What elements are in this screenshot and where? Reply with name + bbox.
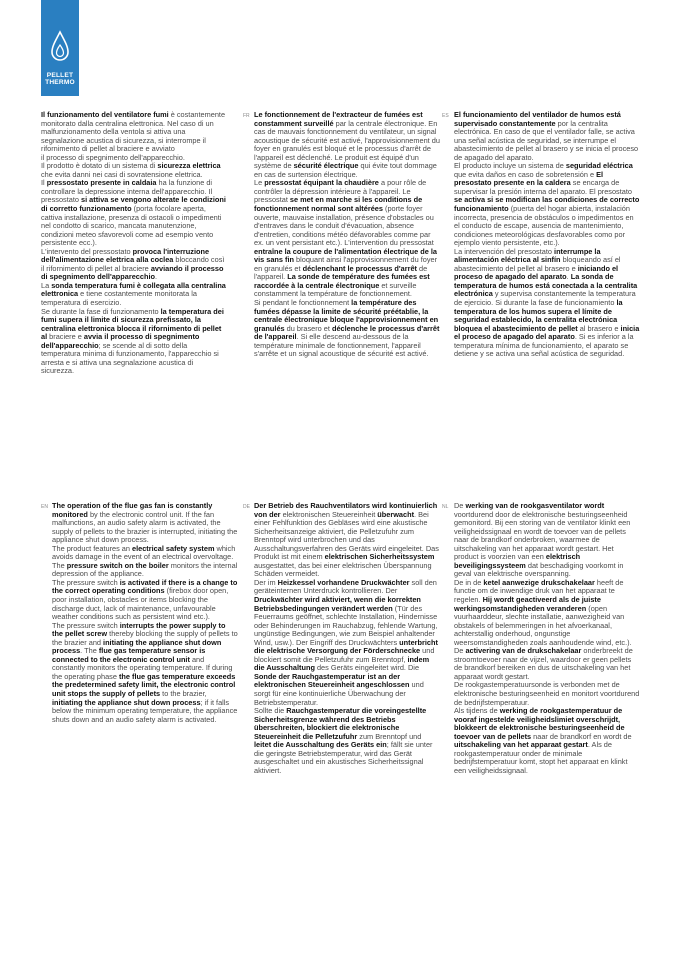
bold-text-run: elektrischen Sicherheitssystem bbox=[324, 552, 435, 562]
bold-text-run: pressostat équipant la chaudière bbox=[264, 178, 379, 188]
text-run: que evita daños en caso de sobretensión e bbox=[454, 169, 597, 179]
bold-text-run: déclenche le processus d'arrêt de l'appareil bbox=[254, 323, 440, 342]
text-run: und blockiert somit die Pelletzufuhr zum Brenntopf, bbox=[254, 646, 435, 664]
section-fr-text bbox=[254, 111, 440, 359]
section-de bbox=[254, 502, 440, 776]
text-run: (porte foyer ouverte, mauvaise installation, présence d'obstacles ou d'entraves dans le conduit d'évacuation, absence d'entretien, conditions météo défavorables comme par ex. un vent persistant etc.). L'intervention du pressostat bbox=[254, 204, 434, 248]
bold-text-run: sécurité électrique bbox=[293, 161, 359, 171]
text-run: y supervisa constantemente la temperatura de ejercicio. Si durante la fase de funcionamiento bbox=[454, 289, 636, 308]
text-run: voortdurend door de elektronische besturingseenheid gemonitord. Bij een storing van de ventilator klinkt een veiligheidssignaal en wordt de toevoer van de pellets naar de brandkorf onderbroken, waarmee de uitschakeling van het apparaat wordt gestart. Het product is voorzien van een bbox=[454, 509, 631, 562]
bold-text-run: se activa si se modifican las condiciones de correcto funcionamiento bbox=[454, 195, 640, 214]
bold-text-run: is activated if there is a change to the correct operating conditions bbox=[52, 577, 238, 596]
text-run: (puerta del hogar abierta, instalación incorrecta, presencia de obstáculos o impedimentos en el conducto de escape, ausencia de mantenimiento, condiciones meteorológicas desfavorables como por ejemplo viento persistente, etc.). bbox=[454, 204, 634, 248]
bold-text-run: interrumpe la alimentación eléctrica al sinfín bbox=[454, 246, 601, 265]
text-run: Se durante la fase di funzionamento bbox=[41, 306, 161, 316]
bold-text-run: entraîne la coupure de l'alimentation électrique de la vis sans fin bbox=[254, 246, 437, 265]
bold-text-run: interrupts the power supply to the pellet screw bbox=[52, 620, 226, 639]
text-run: e tiene costantemente monitorata la temperatura di esercizio. bbox=[41, 289, 197, 308]
text-run: . bbox=[154, 272, 158, 282]
language-code-de: DE bbox=[243, 504, 250, 510]
text-run: ausgestattet, das bei einer elektrischen Überspannung Schäden vermeidet. bbox=[254, 560, 432, 579]
text-run: bloquant ainsi l'approvisionnement du foyer en granulés et bbox=[254, 255, 438, 273]
text-run: par la centrale électronique. En cas de mauvais fonctionnement du ventilateur, un signal acoustique de sécurité est activé, l'approvisionnement du foyer en granulés est bloqué et le processus d'arrêt de l'appareil est déclenché. Le produit est équipé d'un système de bbox=[254, 118, 440, 171]
text-run: Als tijdens de bbox=[454, 706, 500, 716]
text-run: Der im bbox=[254, 577, 278, 587]
text-run: which avoids damage in the event of an electrical overvoltage. bbox=[52, 543, 236, 562]
section-es-text bbox=[454, 111, 640, 359]
bold-text-run: initiating the appliance shut down process bbox=[52, 637, 222, 656]
bold-text-run: Il funzionamento del ventilatore fumi bbox=[41, 110, 169, 119]
text-run: . Si es inferior a la temperatura mínima de funcionamiento, el aparato se detiene y se activa una señal acústica de seguridad. bbox=[454, 332, 634, 359]
section-de-text bbox=[254, 502, 440, 776]
text-run: to the brazier, bbox=[160, 689, 207, 699]
text-run: Il bbox=[41, 178, 47, 188]
text-run: La bbox=[41, 280, 52, 290]
text-run: zum Brenntopf und bbox=[357, 731, 422, 741]
text-run: il processo di spegnimento dell'apparecchio. bbox=[41, 152, 185, 162]
category-label-line1: PELLET bbox=[46, 72, 74, 79]
bold-text-run: La sonda de temperatura de humos está conectada a la centralita electrónica bbox=[454, 272, 638, 299]
language-code-en: EN bbox=[41, 504, 48, 510]
text-run: . Als de rookgastemperatuur onder de minimale bedrijfstemperatuur komt, stopt het apparaat en klinkt een veiligheidssignaal. bbox=[454, 740, 628, 775]
text-run: ha la funzione di controllare la depressione interna dell'apparecchio. Il pressostato bbox=[41, 178, 213, 205]
text-run: De rookgastemperatuursonde is verbonden met de elektronische besturingseenheid en monitort voortdurend de bedrijfstemperatuur. bbox=[454, 680, 640, 707]
bold-text-run: the flue gas temperature exceeds the predetermined safety limit, the electronic control unit stops the supply of pellets bbox=[52, 671, 236, 699]
text-run: che evita danni nei casi di sovratensione elettrica. bbox=[41, 169, 203, 179]
text-run: and constantly monitors the operating temperature. If during the operating phase bbox=[52, 654, 233, 681]
bold-text-run: Hij wordt geactiveerd als de juiste werkingsomstandigheden veranderen bbox=[454, 595, 601, 613]
pellet-drop-icon bbox=[50, 30, 70, 64]
text-run: ; if it falls below the minimum operating temperature, the appliance shuts down and an audio safety alarm is activated. bbox=[52, 697, 238, 724]
bold-text-run: La sonde de température des fumées est raccordée à la centrale électronique bbox=[254, 272, 430, 290]
text-run: ; se scende al di sotto della temperatura minima di funzionamento, l'apparecchio si arresta e si attiva una segnalazione acustica di sicurezza. bbox=[41, 340, 219, 376]
text-run: bloccando così il rifornimento di pellet al braciere bbox=[41, 255, 225, 273]
bold-text-run: elektrisch beveiligingssysteem bbox=[454, 552, 581, 570]
bold-text-run: pressostato presente in caldaia bbox=[46, 178, 157, 188]
bold-text-run: Der Betrieb des Rauchventilators wird kontinuierlich von der bbox=[254, 501, 438, 519]
language-code-nl: NL bbox=[442, 504, 449, 510]
text-run: onderbreekt de stroomtoevoer naar de vijzel, waardoor er geen pellets de brandkorf bereiken en dus de uitschakeling van het apparaat wordt gestart. bbox=[454, 646, 633, 681]
text-run: elektronischen Steuereinheit bbox=[280, 509, 378, 519]
text-run: ; fällt sie unter die geringste Betriebstemperatur, wird das Gerät ausgeschaltet und ein akustisches Sicherheitssignal aktiviert. bbox=[254, 740, 433, 775]
language-code-es: ES bbox=[442, 113, 449, 119]
text-run: qui évite tout dommage en cas de surtension électrique. bbox=[254, 161, 437, 179]
product-category-tab bbox=[41, 0, 79, 96]
bold-text-run: iniciando el proceso de apagado del aparato bbox=[454, 263, 619, 282]
text-run: bloqueando así el abastecimiento del pellet al brasero e bbox=[454, 255, 621, 273]
bold-text-run: ketel aanwezige drukschakelaar bbox=[483, 577, 595, 587]
bold-text-run: déclenchant le processus d'arrêt bbox=[302, 263, 417, 273]
bold-text-run: El presostato presente en la caldera bbox=[454, 169, 604, 188]
bold-text-run: überwacht bbox=[377, 509, 415, 519]
bold-text-run: unterbricht die elektrische Versorgung der Förderschnecke bbox=[254, 637, 438, 656]
text-run: è costantemente monitorato dalla centralina elettronica. Nel caso di un malfunzionamento della ventola si attiva una segnalazione acustica di sicurezza, si interrompe il rifornimento di pellet al braciere e avviato bbox=[41, 110, 226, 154]
section-nl bbox=[454, 502, 640, 776]
section-it bbox=[41, 111, 227, 376]
bold-text-run: uitschakeling van het apparaat gestart bbox=[454, 740, 588, 750]
text-run: braciere e bbox=[47, 332, 84, 342]
text-run: se encarga de supervisar la presión interna del aparato. El presostato bbox=[454, 178, 632, 196]
bold-text-run: sicurezza elettrica bbox=[157, 161, 221, 171]
bold-text-run: avvia il processo di spegnimento dell'apparecchio bbox=[41, 332, 200, 350]
text-run: naar de brandkorf en wordt de bbox=[531, 731, 632, 741]
text-run: The bbox=[52, 560, 67, 570]
text-run: The pressure switch bbox=[52, 620, 120, 630]
bold-text-run: Rauchgastemperatur die voreingestellte Sicherheitsgrenze während des Betriebs überschreiten, blockiert die elektronische Steuereinheit die Pelletzufuhr bbox=[254, 706, 427, 741]
bold-text-run: Heizkessel vorhandene Druckwächter bbox=[277, 577, 410, 587]
section-en-text bbox=[52, 502, 238, 724]
text-run: du brasero et bbox=[284, 323, 332, 333]
bold-text-run: electrical safety system bbox=[132, 543, 215, 553]
text-run: . Si elle descend au-dessous de la température minimale de fonctionnement, l'appareil s'arrête et un signal acoustique de sécurité est activé. bbox=[254, 332, 429, 359]
text-run: by the electronic control unit. If the fan malfunctions, an audio safety alarm is activated, the supply of pellets to the brazier is interrupted, initiating the appliance shut down process. bbox=[52, 509, 238, 545]
bold-text-run: si attiva se vengono alterate le condizioni di corretto funzionamento bbox=[41, 195, 226, 214]
bold-text-run: werking de rookgastemperatuur de vooraf ingestelde veiligheidslimiet overschrijdt, blokkeert de elektronische besturingseenheid de toevoer van de pellets bbox=[454, 706, 625, 741]
text-run: Si pendant le fonctionnement bbox=[254, 298, 352, 308]
bold-text-run: la temperatura dei fumi supera il limite di sicurezza prefissato, la centralina elettronica blocca il rifornimento di pellet al bbox=[41, 306, 224, 342]
text-run: und sorgt für eine kontinuierliche Überwachung der Betriebstemperatur. bbox=[254, 680, 424, 707]
text-run: El producto incluye un sistema de bbox=[454, 161, 566, 171]
category-label bbox=[41, 72, 79, 86]
text-run: . The bbox=[80, 646, 99, 656]
category-label-line2: THERMO bbox=[45, 79, 75, 86]
bold-text-run: The operation of the flue gas fan is constantly monitored bbox=[52, 501, 213, 519]
text-run: al brasero e bbox=[577, 323, 621, 333]
bold-text-run: initiating the appliance shut down process bbox=[52, 697, 201, 707]
bold-text-run: provoca l'interruzione dell'alimentazione elettrica alla coclea bbox=[41, 246, 210, 265]
text-run: De in de bbox=[454, 577, 484, 587]
text-run: La intervención del presostato bbox=[454, 246, 555, 256]
text-run: heeft de functie om de inwendige druk van het apparaat te regelen. bbox=[454, 577, 624, 605]
section-it-text bbox=[41, 111, 227, 376]
text-run: (open vuurhaarddeur, slechte installatie, aanwezigheid van obstakels of belemmeringen in het afvoerkanaal, achterstallig onderhoud, ongunstige weersomstandigheden zoals aanhoudende wind, etc.). De bbox=[454, 603, 632, 656]
text-run: (firebox door open, poor installation, obstacles or items blocking the discharge duct, lack of maintenance, unfavourable weather conditions such as persistent wind etc.). bbox=[52, 586, 229, 622]
text-run: De bbox=[454, 501, 466, 510]
bold-text-run: pressure switch on the boiler bbox=[66, 560, 169, 570]
bold-text-run: inicia el proceso de apagado del aparato bbox=[454, 323, 640, 342]
bold-text-run: sonda temperatura fumi è collegata alla centralina elettronica bbox=[41, 280, 226, 299]
section-es bbox=[454, 111, 640, 359]
text-run: thereby blocking the supply of pellets to the brazier and bbox=[52, 629, 238, 647]
bold-text-run: Sonde der Rauchgastemperatur ist an der elektronischen Steuereinheit angeschlossen bbox=[254, 671, 410, 690]
text-run: soll den geräteinternen Unterdruck kontrollieren. Der bbox=[254, 577, 437, 596]
text-run: . bbox=[566, 272, 571, 282]
text-run: Le bbox=[254, 178, 265, 188]
text-run: por la centralita electrónica. En caso de que el ventilador falle, se activa una señal acústica de seguridad, se interrumpe el abastecimiento de pellet al brasero y se inicia el proceso de apagado del aparato. bbox=[454, 118, 639, 162]
bold-text-run: la température des fumées dépasse la limite de sécurité préétablie, la centrale électronique bloque l'approvisionnement en granulés bbox=[254, 298, 439, 333]
bold-text-run: flue gas temperature sensor is connected to the electronic control unit bbox=[52, 646, 206, 664]
text-run: . Bei einer Fehlfunktion des Gebläses wird eine akustische Sicherheitsanzeige aktiviert, die Pelletzufuhr zum Brenntopf wird unterbrochen und das Ausschaltungsverfahren des Geräts wird eingeleitet. Das Produkt ist mit einem bbox=[254, 509, 439, 562]
text-run: The product features an bbox=[52, 543, 133, 553]
bold-text-run: la temperatura de los humos supera el límite de seguridad establecido, la centralita electrónica bloquea el abastecimiento de pellet bbox=[454, 298, 623, 333]
bold-text-run: leitet die Ausschaltung des Geräts ein bbox=[254, 740, 387, 750]
text-run: et surveille constamment la température de fonctionnement. bbox=[254, 280, 417, 299]
text-run: a pour rôle de contrôler la dépression intérieure à l'appareil. Le pressostat bbox=[254, 178, 427, 205]
text-run: (porta focolare aperta, cattiva installazione, presenza di ostacoli o impedimenti nel condotto di scarico, mancata manutenzione, condizioni meteo sfavorevoli come ad esempio vento persistente ecc.). bbox=[41, 204, 222, 248]
language-code-fr: FR bbox=[243, 113, 250, 119]
text-run: dat beschadiging voorkomt in geval van elektrische overspanning. bbox=[454, 560, 624, 579]
bold-text-run: werking van de rookgasventilator wordt bbox=[465, 501, 605, 510]
text-run: L'intervento del pressostato bbox=[41, 246, 133, 256]
bold-text-run: seguridad eléctrica bbox=[565, 161, 633, 171]
bold-text-run: Druckwächter wird aktiviert, wenn die korrekten Betriebsbedingungen verändert werden bbox=[254, 595, 421, 613]
bold-text-run: activering van de drukschakelaar bbox=[465, 646, 582, 656]
section-fr bbox=[254, 111, 440, 359]
bold-text-run: avviando il processo di spegnimento dell'apparecchio bbox=[41, 263, 224, 282]
bold-text-run: se met en marche si les conditions de fonctionnement normal sont altérées bbox=[254, 195, 423, 214]
text-run: Sollte die bbox=[254, 706, 287, 716]
bold-text-run: El funcionamiento del ventilador de humos está supervisado constantemente bbox=[454, 110, 621, 128]
text-run: de l'appareil. bbox=[254, 263, 428, 282]
section-en bbox=[52, 502, 238, 724]
text-run: des Geräts eingeleitet wird. Die bbox=[314, 663, 420, 673]
text-run: monitors the internal depression of the appliance. bbox=[52, 560, 238, 579]
text-run: Il prodotto è dotato di un sistema di bbox=[41, 161, 158, 171]
section-nl-text bbox=[454, 502, 640, 776]
text-run: (Tür des Feuerraums geöffnet, schlechte Installation, Hindernisse oder Behinderungen im Rauchabzug, fehlende Wartung, ungünstige Bedingungen, wie zum Beispiel anhaltender Wind, usw.). Der Eingriff des Druckwächters bbox=[254, 603, 438, 647]
bold-text-run: Le fonctionnement de l'extracteur de fumées est constamment surveillé bbox=[254, 110, 423, 128]
text-run: The pressure switch bbox=[52, 577, 120, 587]
bold-text-run: indem die Ausschaltung bbox=[254, 654, 430, 673]
